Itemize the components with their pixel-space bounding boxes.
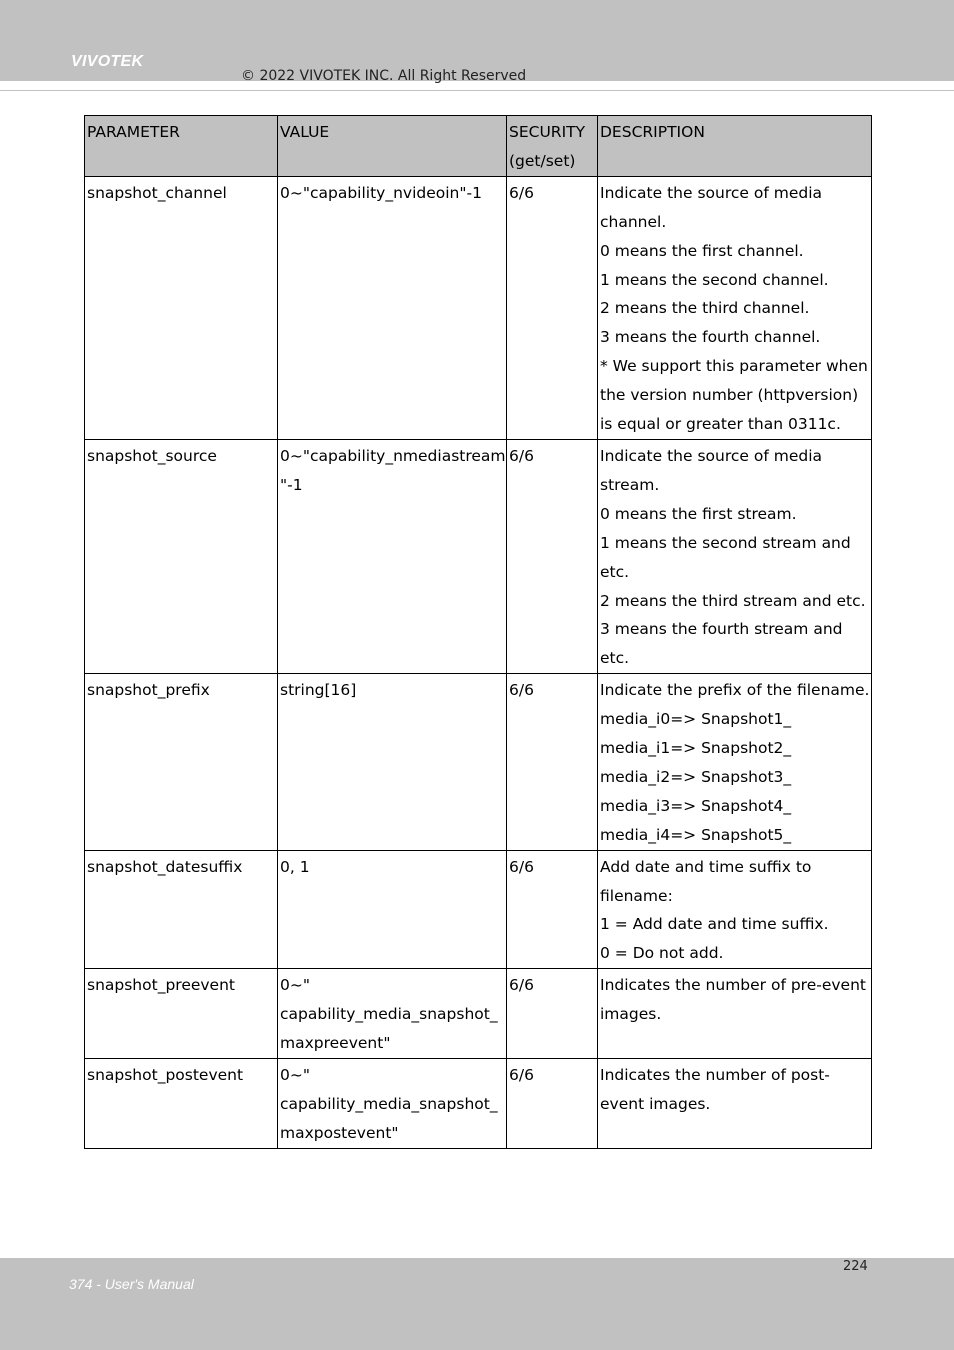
table-body: [85, 176, 872, 1148]
description-line: media_i2=> Snapshot3_: [600, 767, 792, 786]
security-cell: 6/6: [507, 969, 598, 1059]
brand-logo: VIVOTEK: [71, 53, 144, 70]
description-cell: [598, 439, 872, 673]
description-line: 0 = Do not add.: [600, 944, 724, 963]
description-line: 1 means the second channel.: [600, 270, 829, 289]
column-header-value: VALUE: [278, 116, 507, 177]
description-line: 1 = Add date and time suffix.: [600, 915, 829, 934]
description-line: media_i0=> Snapshot1_: [600, 710, 792, 729]
header-divider: [0, 90, 954, 91]
value-cell: 0~" capability_media_snapshot_maxpostevent": [278, 1059, 507, 1149]
parameter-cell: snapshot_postevent: [85, 1059, 278, 1149]
security-cell: 6/6: [507, 674, 598, 850]
description-line: Indicate the source of media stream.: [600, 446, 823, 494]
security-cell: 6/6: [507, 1059, 598, 1149]
description-line: 3 means the fourth stream and etc.: [600, 620, 843, 668]
description-line: Indicate the source of media channel.: [600, 183, 823, 231]
security-cell: 6/6: [507, 176, 598, 439]
parameter-cell: snapshot_channel: [85, 176, 278, 439]
table-row: [85, 969, 872, 1059]
description-cell: [598, 850, 872, 969]
description-cell: [598, 176, 872, 439]
security-cell: 6/6: [507, 850, 598, 969]
description-line: 0 means the first stream.: [600, 504, 797, 523]
copyright-notice: © 2022 VIVOTEK INC. All Right Reserved: [241, 68, 527, 84]
description-line: 3 means the fourth channel.: [600, 328, 821, 347]
parameter-cell: snapshot_source: [85, 439, 278, 673]
value-cell: 0~"capability_nmediastream"-1: [278, 439, 507, 673]
description-line: 0 means the first channel.: [600, 241, 804, 260]
value-cell: 0~"capability_nvideoin"-1: [278, 176, 507, 439]
description-line: 1 means the second stream and etc.: [600, 533, 851, 581]
table-row: [85, 850, 872, 969]
parameter-table: [84, 115, 872, 1149]
table-row: [85, 1059, 872, 1149]
description-cell: [598, 969, 872, 1059]
value-cell: 0~" capability_media_snapshot_maxpreevent": [278, 969, 507, 1059]
footer-band: [0, 1258, 954, 1350]
page-number: 224: [843, 1259, 868, 1274]
parameter-cell: snapshot_datesuffix: [85, 850, 278, 969]
manual-page-label: 374 - User's Manual: [69, 1276, 194, 1292]
column-header-parameter: PARAMETER: [85, 116, 278, 177]
description-line: Add date and time suffix to filename:: [600, 857, 812, 905]
description-line: Indicates the number of pre-event images.: [600, 976, 866, 1024]
value-cell: string[16]: [278, 674, 507, 850]
description-cell: [598, 1059, 872, 1149]
table-row: [85, 439, 872, 673]
description-cell: [598, 674, 872, 850]
description-line: media_i3=> Snapshot4_: [600, 796, 792, 815]
column-header-description: DESCRIPTION: [598, 116, 872, 177]
security-cell: 6/6: [507, 439, 598, 673]
column-header-security: SECURITY (get/set): [507, 116, 598, 177]
table-row: [85, 176, 872, 439]
table-header-row: [85, 116, 872, 177]
description-line: media_i4=> Snapshot5_: [600, 825, 792, 844]
description-line: 2 means the third stream and etc.: [600, 591, 866, 610]
description-line: Indicates the number of post-event images.: [600, 1066, 830, 1113]
description-line: media_i1=> Snapshot2_: [600, 739, 792, 758]
table-row: [85, 674, 872, 850]
value-cell: 0, 1: [278, 850, 507, 969]
parameter-cell: snapshot_prefix: [85, 674, 278, 850]
description-line: Indicate the prefix of the filename.: [600, 681, 870, 700]
description-line: 2 means the third channel.: [600, 299, 810, 318]
description-line: * We support this parameter when the version number (httpversion) is equal or greater than 0311c.: [600, 357, 868, 434]
parameter-cell: snapshot_preevent: [85, 969, 278, 1059]
